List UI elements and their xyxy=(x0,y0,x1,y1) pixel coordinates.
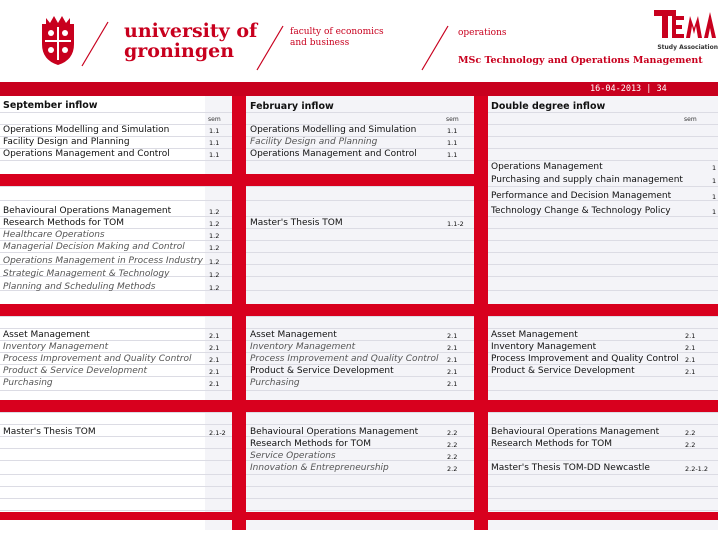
course-sem: 2.1 xyxy=(685,332,696,340)
course-name: Purchasing and supply chain management xyxy=(491,175,683,185)
course-sem: 2.1 xyxy=(209,332,220,340)
feb-sem-header: sem xyxy=(446,116,459,123)
course-name: Purchasing xyxy=(3,378,53,388)
course-sem: 2.2 xyxy=(447,441,458,449)
course-sem: 1.1 xyxy=(447,151,458,159)
course-sem: 1.2 xyxy=(209,284,220,292)
course-name: Technology Change & Technology Policy xyxy=(491,206,671,216)
course-sem: 2.1 xyxy=(209,356,220,364)
course-name: Inventory Management xyxy=(3,342,109,352)
course-name: Operations Modelling and Simulation xyxy=(3,125,170,135)
course-name: Process Improvement and Quality Control xyxy=(250,354,439,364)
course-sem: 2.1-2 xyxy=(209,429,226,437)
course-name: Research Methods for TOM xyxy=(491,439,613,449)
course-sem: 2.1 xyxy=(685,368,696,376)
dd-sem-header: sem xyxy=(684,116,697,123)
course-name: Managerial Decision Making and Control xyxy=(3,242,185,252)
course-name: Behavioural Operations Management xyxy=(3,206,172,216)
sept-sem-header: sem xyxy=(208,116,221,123)
red-band-4 xyxy=(0,512,718,520)
course-name: Operations Management and Control xyxy=(3,149,170,159)
course-name: Asset Management xyxy=(250,330,337,340)
faculty-name: faculty of economics and business xyxy=(290,27,384,48)
course-name: Service Operations xyxy=(250,451,336,461)
course-name: Performance and Decision Management xyxy=(491,191,672,201)
course-name: Master's Thesis TOM-DD Newcastle xyxy=(491,463,650,473)
course-sem: 2.1 xyxy=(209,380,220,388)
course-name: Facility Design and Planning xyxy=(3,137,130,147)
course-sem: 2.1 xyxy=(447,368,458,376)
course-name: Inventory Management xyxy=(250,342,356,352)
course-sem: 2.1 xyxy=(447,380,458,388)
course-name: Operations Management xyxy=(491,162,603,172)
course-name: Master's Thesis TOM xyxy=(3,427,96,437)
red-band-3 xyxy=(0,400,718,412)
course-name: Operations Management in Process Industry xyxy=(3,256,203,266)
course-name: Behavioural Operations Management xyxy=(491,427,660,437)
course-name: Product & Service Development xyxy=(491,366,635,376)
course-sem: 1.1-2 xyxy=(447,220,464,228)
study-association-label: Study Association xyxy=(657,44,718,51)
course-sem: 2.2 xyxy=(685,441,696,449)
course-sem: 2.1 xyxy=(209,344,220,352)
course-name: Process Improvement and Quality Control xyxy=(3,354,192,364)
course-sem: 2.1 xyxy=(685,344,696,352)
course-sem: 2.2-1.2 xyxy=(685,465,709,473)
course-name: Asset Management xyxy=(3,330,90,340)
programme-title: MSc Technology and Operations Management xyxy=(458,55,703,66)
dd-header: Double degree inflow xyxy=(491,101,606,112)
course-sem: 2.1 xyxy=(447,356,458,364)
department-name: operations xyxy=(458,28,507,38)
course-sem: 1.2 xyxy=(209,258,220,266)
course-sem: 1.2 xyxy=(209,232,220,240)
course-sem: 1 xyxy=(712,193,717,201)
course-name: Product & Service Development xyxy=(250,366,394,376)
course-name: Behavioural Operations Management xyxy=(250,427,419,437)
course-sem: 2.2 xyxy=(447,453,458,461)
course-sem: 1.1 xyxy=(209,151,220,159)
course-sem: 1.1 xyxy=(209,139,220,147)
course-sem: 1 xyxy=(712,164,717,172)
course-name: Healthcare Operations xyxy=(3,230,105,240)
course-name: Purchasing xyxy=(250,378,300,388)
course-name: Asset Management xyxy=(491,330,578,340)
course-name: Inventory Management xyxy=(491,342,597,352)
course-sem: 2.2 xyxy=(447,465,458,473)
course-name: Master's Thesis TOM xyxy=(250,218,343,228)
course-sem: 1.2 xyxy=(209,208,220,216)
university-name-line1: university of xyxy=(124,20,258,42)
course-sem: 2.1 xyxy=(209,368,220,376)
course-sem: 2.2 xyxy=(685,429,696,437)
course-sem: 1.1 xyxy=(209,127,220,135)
course-name: Process Improvement and Quality Control xyxy=(491,354,679,364)
university-name-line2: groningen xyxy=(124,40,235,62)
date-page-label: 16-04-2013 | 34 xyxy=(590,84,667,94)
course-sem: 1.2 xyxy=(209,220,220,228)
red-band-2 xyxy=(0,304,718,316)
course-name: Facility Design and Planning xyxy=(250,137,378,147)
course-sem: 1 xyxy=(712,177,717,185)
course-name: Innovation & Entrepreneurship xyxy=(250,463,389,473)
course-name: Product & Service Development xyxy=(3,366,147,376)
feb-header: February inflow xyxy=(250,101,334,112)
course-sem: 1.2 xyxy=(209,271,220,279)
course-name: Strategic Management & Technology xyxy=(3,269,170,279)
course-sem: 1.1 xyxy=(447,127,458,135)
course-sem: 2.1 xyxy=(447,332,458,340)
course-sem: 2.1 xyxy=(447,344,458,352)
course-sem: 2.2 xyxy=(447,429,458,437)
sept-header: September inflow xyxy=(3,100,98,111)
course-name: Research Methods for TOM xyxy=(250,439,372,449)
course-name: Research Methods for TOM xyxy=(3,218,125,228)
course-sem: 1 xyxy=(712,208,717,216)
course-name: Planning and Scheduling Methods xyxy=(3,282,156,292)
course-name: Operations Modelling and Simulation xyxy=(250,125,417,135)
course-sem: 1.1 xyxy=(447,139,458,147)
course-sem: 1.2 xyxy=(209,244,220,252)
course-sem: 2.1 xyxy=(685,356,696,364)
course-name: Operations Management and Control xyxy=(250,149,417,159)
